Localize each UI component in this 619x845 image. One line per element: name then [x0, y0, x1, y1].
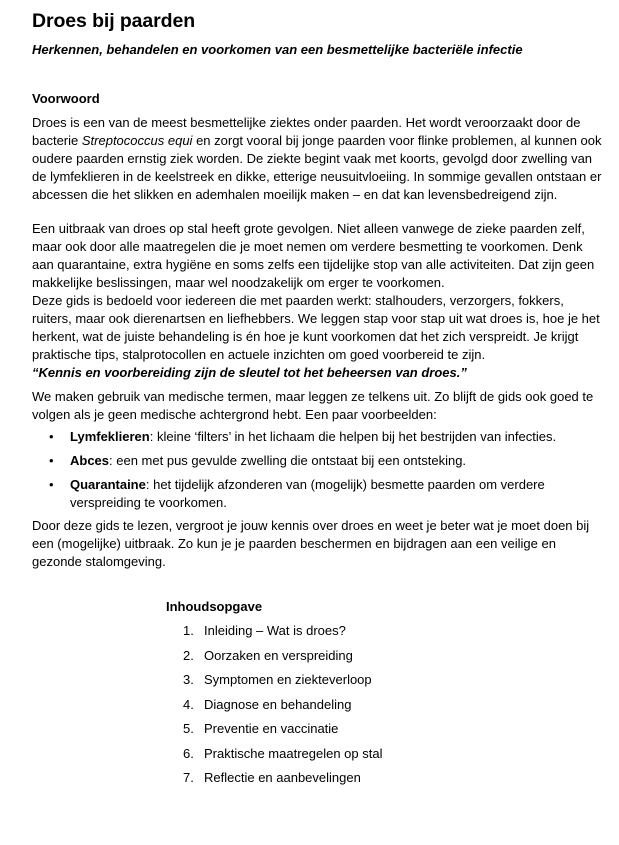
- toc-item-number: 1.: [183, 623, 194, 638]
- toc-item-number: 2.: [183, 647, 194, 663]
- paragraph-audience: Deze gids is bedoeld voor iedereen die met paarden werkt: stalhouders, verzorgers, fokkers, ruiters, maar ook dierenartsen en liefhebbers. We leggen stap voor stap uit wat droes is, hoe je het herkent, wat de juiste behandeling is én hoe je kunt voorkomen dat het zich verspreidt. Je krijgt praktische tips, stalprotocollen en actuele inzichten om goed voorbereid te zijn.: [32, 293, 600, 362]
- toc-item-number: 5.: [183, 721, 194, 736]
- toc-item-label[interactable]: Diagnose en behandeling: [204, 696, 352, 712]
- paragraph-intro: [32, 114, 602, 204]
- term-definition: : het tijdelijk afzonderen van (mogelijk) besmette paarden om verdere verspreiding te voorkomen.: [70, 477, 545, 510]
- toc-item-label[interactable]: Symptomen en ziekteverloop: [204, 672, 372, 687]
- paragraph-intro-text-2: en zorgt vooral bij jonge paarden voor flinke problemen, al kunnen ook oudere paarden ernstig ziek worden. De ziekte begint vaak met koorts, gevolgd door zwelling van de lymfeklieren in de keelstreek en dikke, etterige neusuitvloeiing. In sommige gevallen ontstaan er abcessen die het slikken en ademhalen moeilijk maken – en dat kan levensbedreigend zijn.: [32, 133, 602, 202]
- quote: “Kennis en voorbereiding zijn de sleutel tot het beheersen van droes.”: [32, 365, 467, 380]
- toc-item-number: 7.: [183, 770, 194, 785]
- term-label: Lymfeklieren: [70, 429, 150, 444]
- document-title: Droes bij paarden: [32, 10, 196, 32]
- term-item: [32, 428, 602, 446]
- paragraph-intro-text-1: Droes is een van de meest besmettelijke ziektes onder paarden. Het wordt veroorzaakt door de bacterie: [32, 115, 581, 148]
- toc-item-label[interactable]: Reflectie en aanbevelingen: [204, 770, 361, 785]
- toc-item-number: 4.: [183, 696, 194, 712]
- toc-item-label[interactable]: Preventie en vaccinatie: [204, 721, 339, 736]
- bacteria-name: Streptococcus equi: [81, 133, 193, 148]
- bullet-icon: •: [49, 453, 54, 468]
- term-item: [32, 452, 602, 470]
- terms-list: [32, 428, 602, 512]
- term-label: Abces: [70, 453, 110, 468]
- paragraph-outbreak: Een uitbraak van droes op stal heeft grote gevolgen. Niet alleen vanwege de zieke paarden zelf, maar ook door alle maatregelen die je moet nemen om verdere besmetting te voorkomen. Denk aan quarantaine, extra hygiëne en soms zelfs een tijdelijke stop van alle activiteiten. Dat zijn geen makkelijke beslissingen, maar wel noodzakelijk om erger te voorkomen.: [32, 221, 595, 290]
- section-heading-voorwoord: Voorwoord: [32, 91, 100, 106]
- toc-item-label[interactable]: Oorzaken en verspreiding: [204, 647, 353, 663]
- toc-item-label[interactable]: Praktische maatregelen op stal: [204, 745, 383, 761]
- bullet-icon: •: [49, 429, 54, 444]
- term-item: [32, 476, 602, 512]
- term-label: Quarantaine: [70, 477, 146, 492]
- toc-item-number: 6.: [183, 745, 194, 761]
- term-definition: : kleine ‘filters’ in het lichaam die helpen bij het bestrijden van infecties.: [149, 429, 557, 444]
- toc-item-number: 3.: [183, 672, 194, 687]
- bullet-icon: •: [49, 477, 54, 492]
- term-definition: : een met pus gevulde zwelling die ontstaat bij een ontsteking.: [109, 453, 467, 468]
- paragraph-terms-intro: We maken gebruik van medische termen, maar leggen ze telkens uit. Zo blijft de gids ook goed te volgen als je geen medische achtergrond hebt. Een paar voorbeelden:: [32, 389, 594, 422]
- toc-item-label[interactable]: Inleiding – Wat is droes?: [204, 623, 346, 638]
- toc-title: Inhoudsopgave: [166, 599, 263, 614]
- document-subtitle: Herkennen, behandelen en voorkomen van een besmettelijke bacteriële infectie: [32, 42, 523, 57]
- paragraph-closing: Door deze gids te lezen, vergroot je jouw kennis over droes en weet je beter wat je moet doen bij een (mogelijke) uitbraak. Zo kun je je paarden beschermen en bijdragen aan een veilige en gezonde stalomgeving.: [32, 518, 590, 569]
